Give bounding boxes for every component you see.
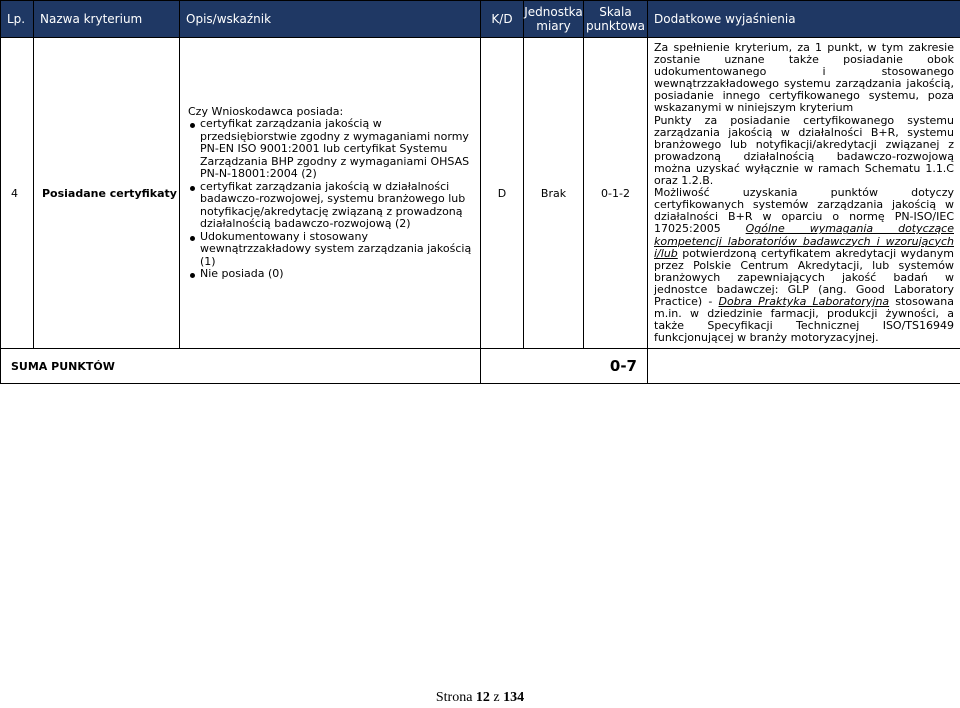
notes-p3-e: stosowana m.in. w dziedzinie farmacji, produkcji żywności, a także Specyfikacji Technicznej ISO/TS16949 funkcjonującej w branży motoryzacyjnej.	[654, 294, 954, 345]
bullet-icon	[190, 273, 195, 278]
list-item	[188, 268, 472, 281]
summary-label: SUMA PUNKTÓW	[1, 349, 481, 384]
row-description	[180, 38, 481, 349]
notes-p3-c: potwierdzoną certyfikatem akredytacji wydanym przez Polskie Centrum Akredytacji, lub systemów branżowych zapewniających jakość badań w jednostce badawczej: GLP (ang. Good Laboratory Practice) -	[654, 246, 954, 308]
notes-paragraph-2: Punkty za posiadanie certyfikowanego systemu zarządzania jakością w działalności B+R, systemu branżowego lub notyfikacji/akredytacji związanej z prowadzoną działalnością badawczo-rozwojową można uzyskać wyłącznie w ramach Schematu 1.1.C oraz 1.2.B.	[654, 113, 954, 188]
summary-value: 0-7	[481, 349, 648, 384]
notes-p3-a: Możliwość uzyskania punktów dotyczy certyfikowanych systemów zarządzania jakością w działalności B+R w oparciu o normę PN-ISO/IEC 17025:2005	[654, 186, 954, 236]
page-footer	[0, 690, 960, 706]
row-kd: D	[481, 38, 524, 349]
header-lp: Lp.	[1, 1, 34, 38]
notes-paragraph-1: Za spełnienie kryterium, za 1 punkt, w tym zakresie zostanie uznane także posiadanie obok udokumentowanego i stosowanego wewnątrzzakładowego systemu zarządzania jakością, posiadanie innego certyfikowanego systemu, poza wskazanymi w niniejszym kryterium	[654, 41, 954, 115]
header-unit-line1: Jednostka	[524, 5, 583, 19]
row-criterion-name: Posiadane certyfikaty	[34, 38, 180, 349]
header-scale-line2: punktowa	[586, 19, 645, 33]
row-lp: 4	[1, 38, 34, 349]
footer-middle: z	[489, 690, 504, 705]
list-item-text: certyfikat zarządzania jakością w przedsiębiorstwie zgodny z wymaganiami normy PN-EN ISO 9001:2001 lub certyfikat Systemu Zarządzania BHP zgodny z wymaganiami OHSAS PN-N-18001:2004 (2)	[200, 117, 470, 181]
header-description: Opis/wskaźnik	[180, 1, 481, 38]
header-scale-line1: Skala	[599, 5, 632, 19]
notes-paragraph-3	[654, 187, 954, 344]
table-row	[1, 38, 960, 349]
summary-empty-cell	[648, 349, 960, 384]
list-item-text: Nie posiada (0)	[200, 267, 284, 281]
bullet-icon	[190, 123, 195, 128]
header-notes: Dodatkowe wyjaśnienia	[648, 1, 960, 38]
description-intro: Czy Wnioskodawca posiada:	[188, 104, 344, 118]
footer-page-number: 12	[475, 690, 490, 705]
notes-p3-glp-name: Dobra Praktyka Laboratoryjna	[718, 294, 890, 308]
header-unit	[524, 1, 584, 38]
list-item	[188, 181, 472, 231]
bullet-icon	[190, 186, 195, 191]
row-unit: Brak	[524, 38, 584, 349]
list-item	[188, 118, 472, 181]
row-notes	[648, 38, 960, 349]
header-kd: K/D	[481, 1, 524, 38]
bullet-icon	[190, 236, 195, 241]
table-header-row	[1, 1, 960, 38]
row-scale: 0-1-2	[584, 38, 648, 349]
list-item-text: Udokumentowany i stosowany wewnątrzzakładowy system zarządzania jakością (1)	[200, 229, 472, 268]
summary-row	[1, 349, 960, 384]
header-scale	[584, 1, 648, 38]
notes-p3-standard-title: Ogólne wymagania dotyczące kompetencji laboratoriów badawczych i wzorujących i/lub	[654, 222, 954, 260]
footer-prefix: Strona	[435, 690, 476, 705]
description-list	[188, 118, 472, 281]
header-unit-line2: miary	[536, 19, 571, 33]
header-name: Nazwa kryterium	[34, 1, 180, 38]
list-item-text: certyfikat zarządzania jakością w działalności badawczo-rozwojowej, systemu branżowego lub notyfikację/akredytację związaną z prowadzoną działalnością badawczo-rozwojową (2)	[200, 179, 466, 231]
list-item	[188, 231, 472, 269]
footer-total-pages: 134	[503, 690, 525, 705]
